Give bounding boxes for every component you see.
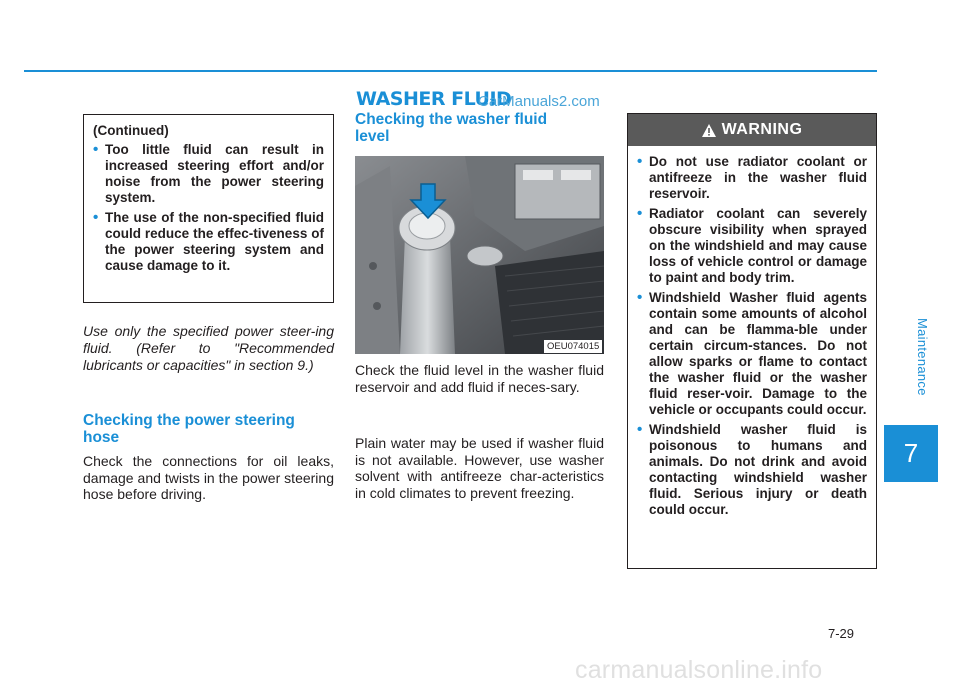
warning-header: [628, 114, 876, 146]
hose-heading: Checking the power steering hose: [83, 412, 295, 446]
engine-bay-illustration: [355, 156, 604, 354]
list-item: • Too little fluid can result in increased steering effort and/or noise from the power steering system.: [93, 142, 324, 206]
warning-triangle-icon: [702, 124, 716, 137]
washer-check-heading: Checking the washer fluid level: [355, 111, 548, 145]
list-item: • Windshield washer fluid is poisonous to humans and animals. Do not drink and avoid contacting windshield washer fluid. Serious injury or death could occur.: [637, 422, 867, 518]
continued-list: [93, 142, 324, 274]
fluid-spec-note: Use only the specified power steer-ing fluid. (Refer to "Recommended lubricants or capacities" in section 9.): [83, 323, 334, 373]
washer-reservoir-photo: [355, 156, 604, 354]
chapter-side-label: Maintenance: [915, 318, 930, 396]
list-item: • The use of the non-specified fluid could reduce the effec-tiveness of the power steering system and cause damage to it.: [93, 210, 324, 274]
warning-title: WARNING: [721, 121, 803, 138]
header-rule: [24, 70, 877, 72]
page-number: 7-29: [828, 626, 855, 641]
plain-water-paragraph: Plain water may be used if washer fluid is not available. However, use washer solvent with antifreeze char-acteristics in cold climates to prevent freezing.: [355, 435, 604, 501]
hose-paragraph: Check the connections for oil leaks, damage and twists in the power steering hose before driving.: [83, 453, 334, 502]
continued-heading: (Continued): [93, 123, 169, 138]
footer-watermark: carmanualsonline.info: [575, 656, 823, 684]
image-code: OEU074015: [544, 340, 602, 353]
warning-box: [627, 113, 877, 569]
list-item: • Do not use radiator coolant or antifreeze in the washer fluid reservoir.: [637, 154, 867, 202]
list-item: • Windshield Washer fluid agents contain some amounts of alcohol and can be flamma-ble under certain circum-stances. Do not allow sparks or flame to contact the washer fluid or the washer fluid reser-voir. Damage to the vehicle or occupants could occur.: [637, 290, 867, 418]
warning-list: [637, 154, 867, 518]
watermark: CarManuals2.com: [478, 93, 600, 110]
section-title: WASHER FLUID: [356, 88, 512, 110]
continued-caution-box: [83, 114, 334, 303]
check-level-paragraph: Check the fluid level in the washer fluid reservoir and add fluid if neces-sary.: [355, 362, 604, 395]
chapter-tab: 7: [884, 425, 938, 482]
list-item: • Radiator coolant can severely obscure visibility when sprayed on the windshield and may cause loss of vehicle control or damage to paint and body trim.: [637, 206, 867, 286]
